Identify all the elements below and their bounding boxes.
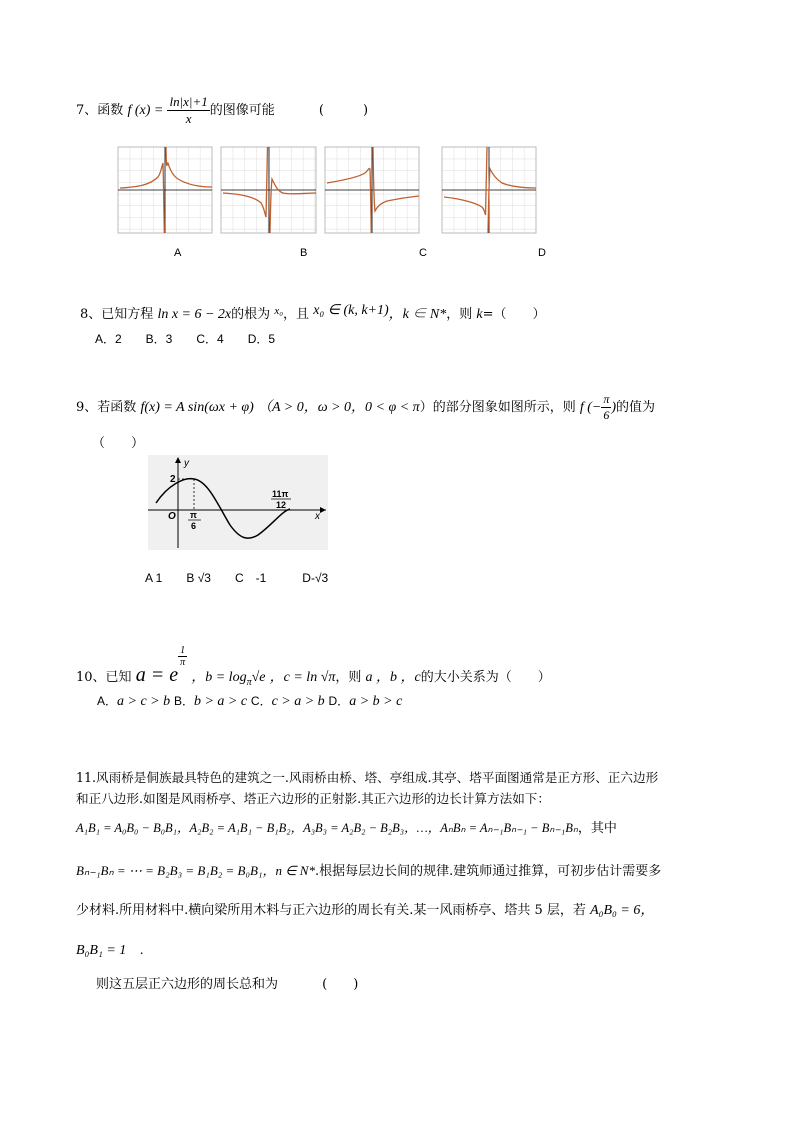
q9-origin: O: [168, 511, 176, 522]
q9-max-label: 2: [170, 474, 176, 485]
q11-formula-line: [76, 817, 617, 836]
q10-choice-d: a > b > c: [349, 694, 403, 709]
q8-kn: ，k ∈ N*: [388, 307, 447, 322]
q9-function: f(x) = A sin(ωx + φ): [140, 400, 254, 415]
q9-fraction: [601, 392, 611, 423]
q11-paren: ( ): [322, 977, 359, 992]
graph-a: [118, 147, 212, 233]
q10-choice-c-label: C．: [250, 694, 272, 708]
q9-six: 6: [603, 408, 610, 422]
q11-line5: [96, 973, 358, 992]
q9-number: 9、: [76, 400, 98, 415]
q10-b: ，b = log: [191, 670, 247, 685]
graph-b: [221, 147, 316, 233]
q11-line5-text: 则这五层正六边形的周长总和为: [96, 977, 279, 992]
q7-tail: 的图像可能: [209, 103, 275, 118]
q7-option-c: C: [419, 247, 427, 259]
q10-text3: 的大小关系为（ ）: [420, 670, 551, 685]
q8-choices: A．2 B．3 C．4 D．5: [95, 332, 276, 346]
q11-line3-tail: .根据每层边长间的规律.建筑师通过推算，可初步估计需要多: [314, 864, 662, 879]
q10-exponent: [178, 645, 187, 668]
q8-k: k: [476, 307, 483, 322]
q9-fneg: f (−: [579, 400, 602, 415]
q10-b-tail: √e: [251, 670, 266, 685]
q10-line: [76, 645, 551, 688]
q9-paren: （ ）: [92, 436, 145, 451]
q9-close: ): [611, 400, 617, 415]
q10-choice-b-label: B．: [173, 694, 194, 708]
q7-denominator: x: [185, 111, 192, 126]
q11-formula1: A₁B₁ = A₀B₀ − B₀B₁，A₂B₂ = A₁B₁ − B₁B₂，A₃B₃ = A₂B₂ − B₂B₃，…，AₙBₙ = Aₙ₋₁Bₙ₋₁ − Bₙ₋₁Bₙ: [76, 821, 578, 835]
q9-tick1-den: 6: [191, 521, 197, 531]
q7-graphs: [115, 145, 540, 237]
q9-choices: A 1 B √3 C -1 D-√3: [145, 571, 329, 585]
q8-text3: ，且: [283, 307, 310, 322]
q7-lead: 函数: [97, 103, 124, 118]
q9-line: [76, 392, 655, 423]
q9-cond2: ，ω > 0: [303, 400, 352, 415]
q11-formula1-tail: ，其中: [577, 821, 617, 836]
q11-line1: 11.风雨桥是侗族最具特色的建筑之一.风雨桥由桥、塔、亭组成.其亭、塔平面图通常是正方形、正六边形: [76, 770, 659, 785]
q9-cond1: （A > 0: [257, 400, 304, 415]
q10-choice-a: a > c > b: [117, 694, 171, 709]
q10-text1: 已知: [105, 670, 132, 685]
q9-text2: ）的部分图象如图所示，则: [419, 400, 576, 415]
q11-line4-text: 少材料.所用材料中.横向梁所用木料与正六边形的周长有关.某一风雨桥亭、塔共 5 层，若: [76, 903, 586, 918]
q10-c: ，c = ln √π: [269, 670, 336, 685]
graph-d: [442, 147, 536, 233]
q11-line2: 和正八边形.如图是风雨桥亭、塔正六边形的正射影.其正六边形的边长计算方法如下：: [76, 791, 550, 806]
q9-tick2-num: 11π: [272, 489, 289, 499]
q7-paren: ( ): [318, 103, 369, 118]
q8-line: [80, 302, 546, 323]
q9-tick2-den: 12: [276, 500, 287, 510]
q7-option-a: A: [174, 247, 182, 259]
q10-number: 10、: [76, 670, 106, 685]
q10-vars: a ，b ，c: [365, 670, 421, 685]
q7-fx: f (x) =: [127, 103, 164, 118]
q10-a: a = e: [135, 664, 179, 686]
q11-formula2: Bₙ₋₁Bₙ = ⋯ = B₂B₃ = B₁B₂ = B₀B₁，n ∈ N*: [76, 863, 315, 878]
q10-b-sub: π: [246, 677, 252, 688]
q9-pi: π: [603, 392, 610, 406]
q10-choice-c: c > a > b: [271, 694, 325, 709]
q10-text2: ，则: [335, 670, 362, 685]
q8-text4: ，则: [446, 307, 473, 322]
q7-line: [76, 94, 368, 127]
q11-cond2: B₀B₁ = 1 .: [76, 943, 144, 958]
q9-tick1-num: π: [190, 510, 197, 520]
q9-y-label: y: [184, 458, 189, 469]
q7-number: 7、: [76, 103, 98, 118]
q8-x0: x₀: [274, 305, 284, 317]
q8-condition: x₀ ∈ (k, k+1): [313, 303, 389, 318]
q8-text2: 的根为: [231, 307, 271, 322]
q8-text5: =（ ）: [482, 307, 546, 322]
q8-number: 8、: [80, 307, 102, 322]
q10-choice-a-label: A．: [97, 694, 118, 708]
q11-line3: [76, 860, 661, 879]
q10-exp-num: 1: [178, 645, 187, 657]
q7-option-d: D: [538, 247, 546, 259]
q10-choices: [97, 692, 402, 710]
q11-cond1: A₀B₀ = 6，: [590, 903, 655, 918]
q10-choice-d-label: D．: [328, 694, 350, 708]
graph-c: [325, 147, 419, 233]
q7-numerator: ln|x|+1: [169, 94, 208, 109]
q9-x-label: x: [315, 511, 320, 522]
q8-equation: ln x = 6 − 2x: [157, 307, 232, 322]
q9-graph: [148, 455, 328, 550]
q11-line4: [76, 899, 654, 919]
q7-fraction: [167, 94, 209, 127]
q10-exp-den: π: [180, 657, 186, 668]
q10-choice-b: b > a > c: [193, 694, 248, 709]
q9-text3: 的值为: [616, 400, 656, 415]
q9-text1: 若函数: [97, 400, 137, 415]
q9-cond3: ，0 < φ < π: [351, 400, 420, 415]
q7-option-b: B: [300, 247, 308, 259]
q8-text1: 已知方程: [101, 307, 154, 322]
